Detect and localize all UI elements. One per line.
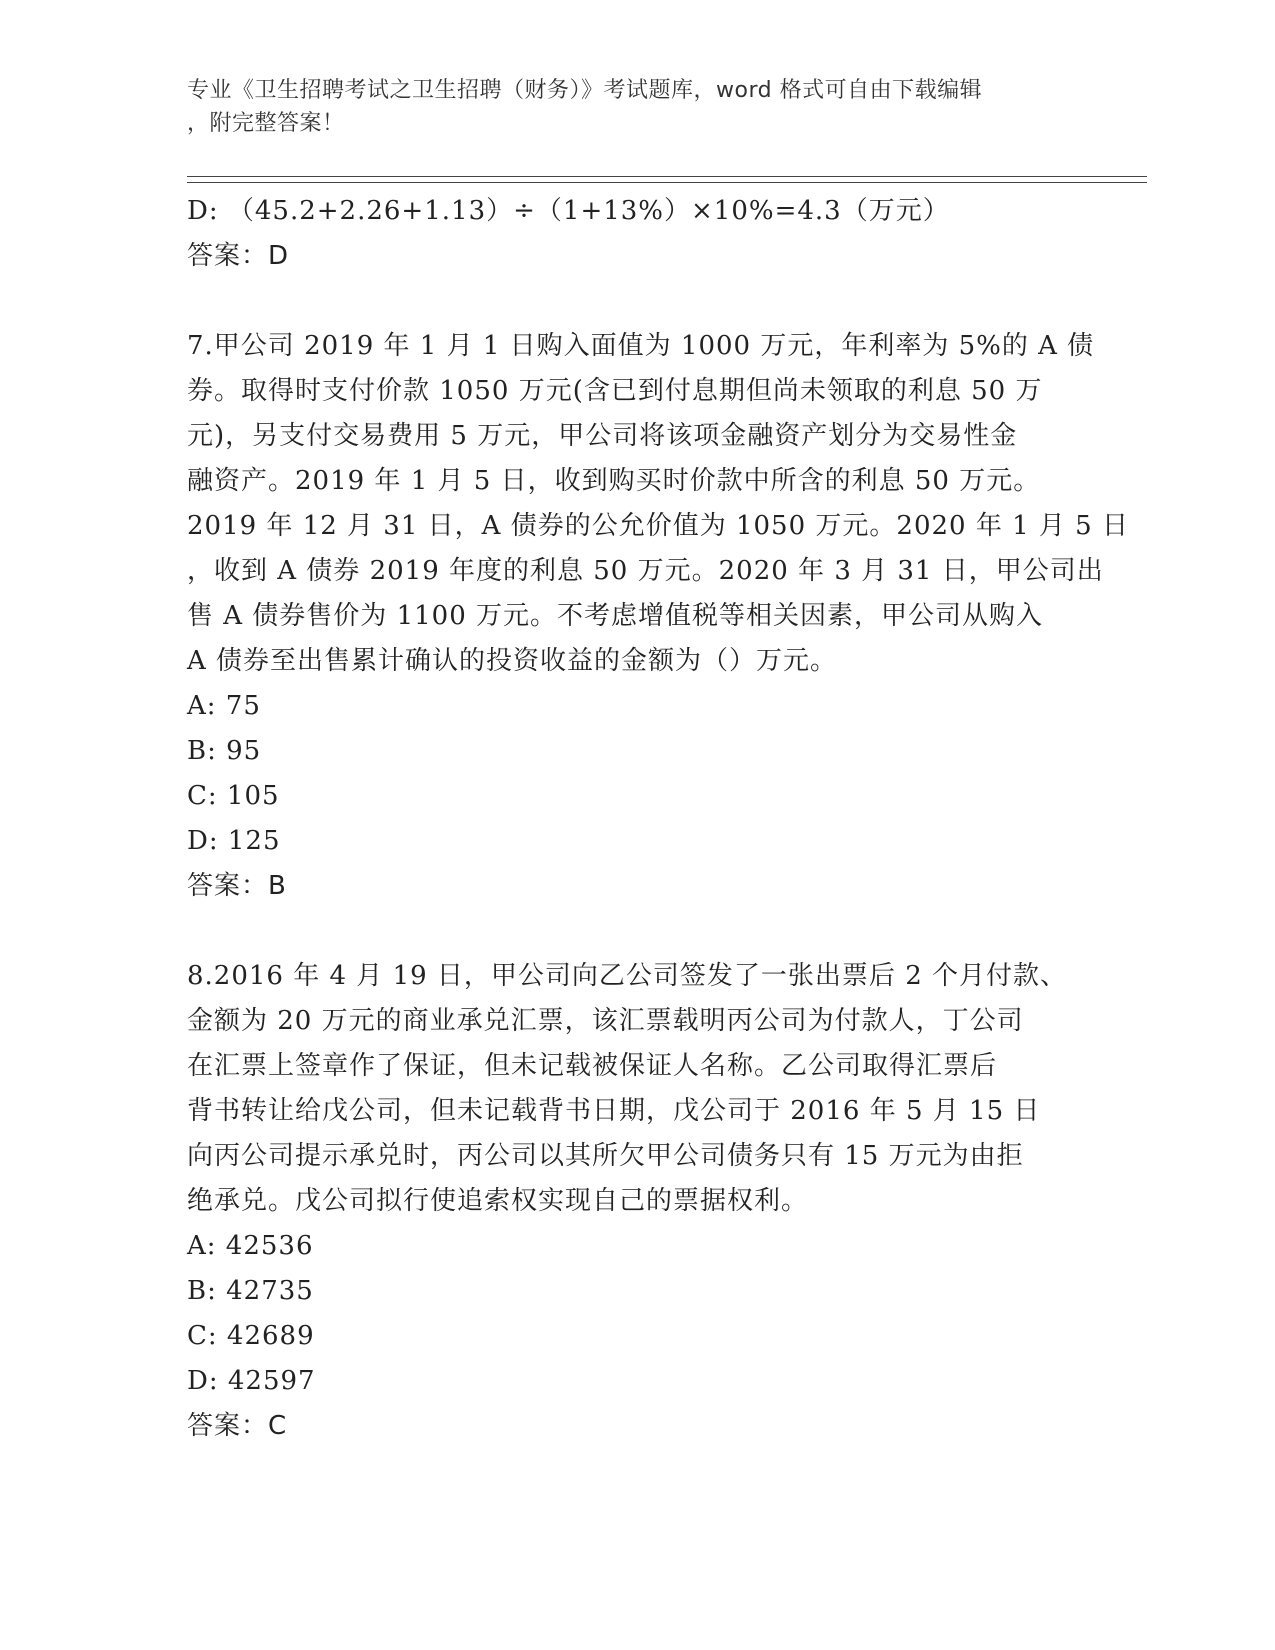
question-text-line: 背书转让给戊公司，但未记载背书日期，戊公司于 2016 年 5 月 15 日	[187, 1096, 1041, 1126]
spacer	[187, 909, 1067, 954]
document-body	[187, 189, 1129, 1449]
option-b: B: 95	[187, 736, 262, 766]
question-text-line: 在汇票上签章作了保证，但未记载被保证人名称。乙公司取得汇票后	[187, 1051, 998, 1081]
answer-line: 答案：C	[187, 1411, 288, 1441]
question-text-line: 券。取得时支付价款 1050 万元(含已到付息期但尚未领取的利息 50 万	[187, 376, 1043, 406]
option-d: D: （45.2+2.26+1.13）÷（1+13%）×10%=4.3（万元）	[187, 196, 950, 226]
previous-question-tail	[187, 189, 1067, 279]
option-c: C: 105	[187, 781, 280, 811]
header-divider-bottom	[187, 182, 1147, 183]
option-b: B: 42735	[187, 1276, 314, 1306]
page-header	[187, 74, 1067, 140]
header-divider-top	[187, 176, 1147, 177]
question-text-line: ，收到 A 债券 2019 年度的利息 50 万元。2020 年 3 月 31 日，甲公司出	[187, 556, 1104, 586]
question-7	[187, 324, 1129, 909]
option-d: D: 125	[187, 826, 281, 856]
question-text-line: 售 A 债券售价为 1100 万元。不考虑增值税等相关因素，甲公司从购入	[187, 601, 1044, 631]
header-line-2: ，附完整答案！	[187, 111, 345, 136]
option-a: A: 42536	[187, 1231, 314, 1261]
question-text-line: 金额为 20 万元的商业承兑汇票，该汇票载明丙公司为付款人，丁公司	[187, 1006, 1024, 1036]
question-text-line: 向丙公司提示承兑时，丙公司以其所欠甲公司债务只有 15 万元为由拒	[187, 1141, 1024, 1171]
question-text-line: 融资产。2019 年 1 月 5 日，收到购买时价款中所含的利息 50 万元。	[187, 466, 1041, 496]
question-text-line: 元)，另支付交易费用 5 万元，甲公司将该项金融资产划分为交易性金	[187, 421, 1018, 451]
option-d: D: 42597	[187, 1366, 316, 1396]
question-text-line: 7.甲公司 2019 年 1 月 1 日购入面值为 1000 万元，年利率为 5%的 A 债	[187, 331, 1095, 361]
option-c: C: 42689	[187, 1321, 315, 1351]
question-text-line: 2019 年 12 月 31 日，A 债券的公允价值为 1050 万元。2020 年 1 月 5 日	[187, 511, 1129, 541]
answer-line: 答案：D	[187, 241, 290, 271]
question-text-line: 8.2016 年 4 月 19 日，甲公司向乙公司签发了一张出票后 2 个月付款、	[187, 961, 1067, 991]
header-line-1: 专业《卫生招聘考试之卫生招聘（财务）》考试题库，word 格式可自由下载编辑	[187, 78, 983, 103]
question-8	[187, 954, 1067, 1449]
question-text-line: A 债券至出售累计确认的投资收益的金额为（）万元。	[187, 646, 838, 676]
question-text-line: 绝承兑。戊公司拟行使追索权实现自己的票据权利。	[187, 1186, 809, 1216]
answer-line: 答案：B	[187, 871, 287, 901]
spacer	[187, 279, 1067, 324]
option-a: A: 75	[187, 691, 261, 721]
